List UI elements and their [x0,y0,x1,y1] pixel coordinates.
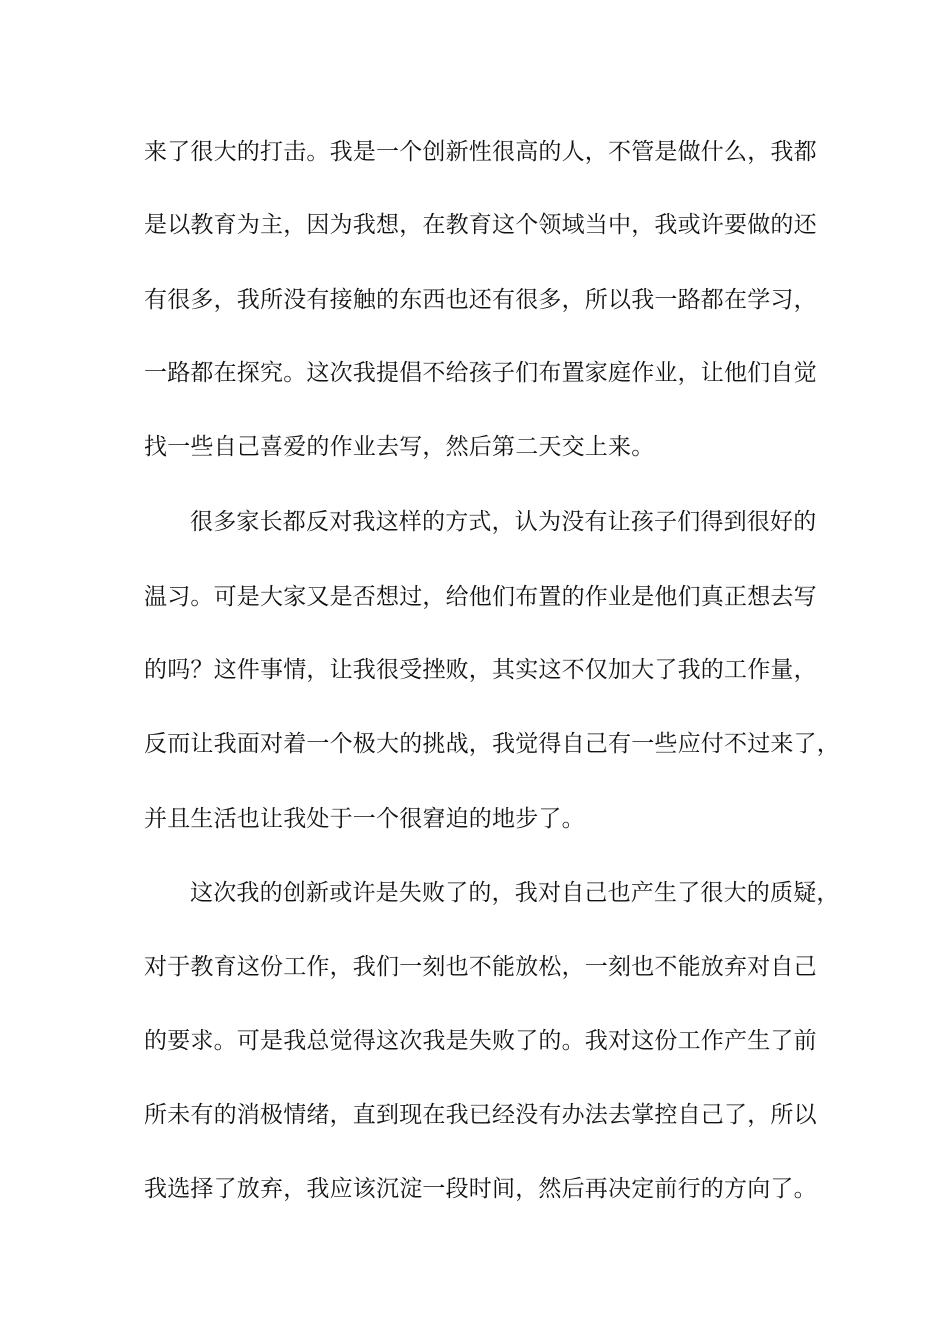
paragraph-2-line-3: 的吗？这件事情，让我很受挫败，其实这不仅加大了我的工作量， [144,657,817,683]
paragraph-1-line-1: 来了很大的打击。我是一个创新性很高的人，不管是做什么，我都 [144,139,817,165]
paragraph-3-line-1: 这次我的创新或许是失败了的，我对自己也产生了很大的质疑， [190,880,840,906]
paragraph-3-line-4: 所未有的消极情绪，直到现在我已经没有办法去掌控自己了，所以 [144,1102,817,1128]
paragraph-1-line-5: 找一些自己喜爱的作业去写，然后第二天交上来。 [144,434,655,460]
paragraph-1-line-4: 一路都在探究。这次我提倡不给孩子们布置家庭作业，让他们自觉 [144,360,817,386]
paragraph-2-line-1: 很多家长都反对我这样的方式，认为没有让孩子们得到很好的 [190,509,817,535]
paragraph-3-line-5: 我选择了放弃，我应该沉淀一段时间，然后再决定前行的方向了。 [144,1176,817,1202]
paragraph-1-line-3: 有很多，我所没有接触的东西也还有很多，所以我一路都在学习， [144,287,817,313]
paragraph-2-line-5: 并且生活也让我处于一个很窘迫的地步了。 [144,806,585,832]
paragraph-3-line-2: 对于教育这份工作，我们一刻也不能放松，一刻也不能放弃对自己 [144,954,817,980]
paragraph-1-line-2: 是以教育为主，因为我想，在教育这个领域当中，我或许要做的还 [144,212,817,238]
paragraph-3-line-3: 的要求。可是我总觉得这次我是失败了的。我对这份工作产生了前 [144,1028,817,1054]
paragraph-2-line-4: 反而让我面对着一个极大的挑战，我觉得自己有一些应付不过来了， [144,731,840,757]
paragraph-2-line-2: 温习。可是大家又是否想过，给他们布置的作业是他们真正想去写 [144,584,817,610]
